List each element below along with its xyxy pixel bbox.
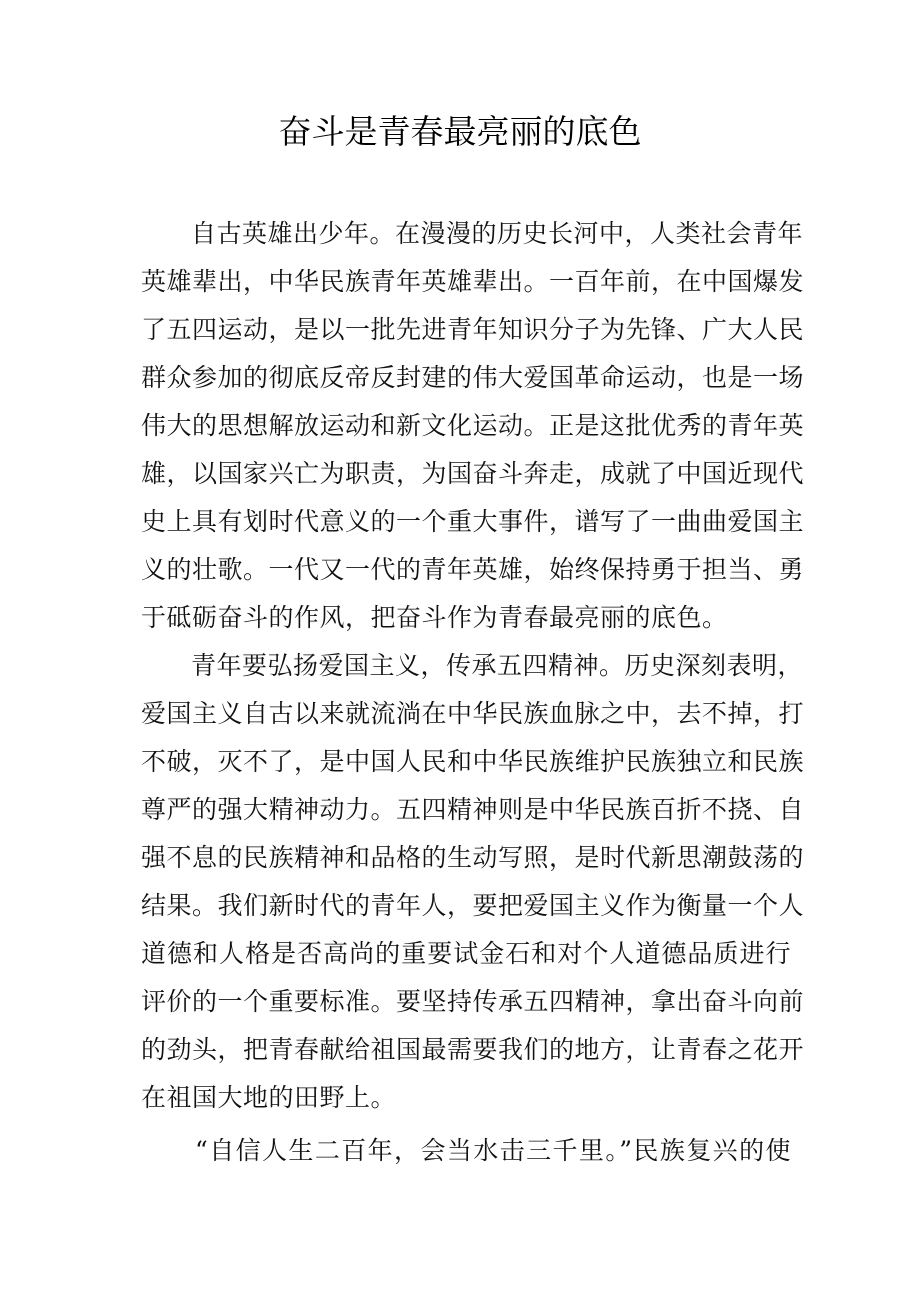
paragraph-2-line-2: 爱国主义自古以来就流淌在中华民族血脉之中，去不掉，打 (141, 699, 805, 728)
paragraph-2-line-1: 青年要弘扬爱国主义，传承五四精神。历史深刻表明， (191, 651, 804, 680)
paragraph-2-line-3: 不破，灭不了，是中国人民和中华民族维护民族独立和民族 (141, 747, 805, 776)
paragraph-2-line-7: 道德和人格是否高尚的重要试金石和对个人道德品质进行 (141, 939, 791, 968)
paragraph-1-line-9: 于砥砺奋斗的作风，把奋斗作为青春最亮丽的底色。 (141, 603, 728, 632)
paragraph-1-line-3: 了五四运动，是以一批先进青年知识分子为先锋、广大人民 (141, 315, 805, 344)
paragraph-1-line-1: 自古英雄出少年。在漫漫的历史长河中，人类社会青年 (191, 219, 804, 248)
paragraph-1-line-5: 伟大的思想解放运动和新文化运动。正是这批优秀的青年英 (141, 411, 805, 440)
paragraph-1-line-7: 史上具有划时代意义的一个重大事件，谱写了一曲曲爱国主 (141, 507, 805, 536)
paragraph-2-line-9: 的劲头，把青春献给祖国最需要我们的地方，让青春之花开 (141, 1035, 805, 1064)
page-title: 奋斗是青春最亮丽的底色 (278, 112, 642, 151)
paragraph-1-line-2: 英雄辈出，中华民族青年英雄辈出。一百年前，在中国爆发 (141, 267, 805, 296)
paragraph-2-line-8: 评价的一个重要标准。要坚持传承五四精神，拿出奋斗向前 (141, 987, 805, 1016)
paragraph-3-line-1: “自信人生二百年，会当水击三千里。”民族复兴的使 (195, 1136, 791, 1165)
paragraph-2-line-4: 尊严的强大精神动力。五四精神则是中华民族百折不挠、自 (141, 795, 805, 824)
paragraph-2-line-6: 结果。我们新时代的青年人，要把爱国主义作为衡量一个人 (141, 891, 805, 920)
paragraph-1-line-8: 义的壮歌。一代又一代的青年英雄，始终保持勇于担当、勇 (141, 555, 805, 584)
paragraph-2-line-10: 在祖国大地的田野上。 (141, 1083, 397, 1112)
paragraph-1-line-6: 雄，以国家兴亡为职责，为国奋斗奔走，成就了中国近现代 (141, 459, 805, 488)
paragraph-1-line-4: 群众参加的彻底反帝反封建的伟大爱国革命运动，也是一场 (141, 363, 805, 392)
paragraph-2-line-5: 强不息的民族精神和品格的生动写照，是时代新思潮鼓荡的 (141, 843, 805, 872)
